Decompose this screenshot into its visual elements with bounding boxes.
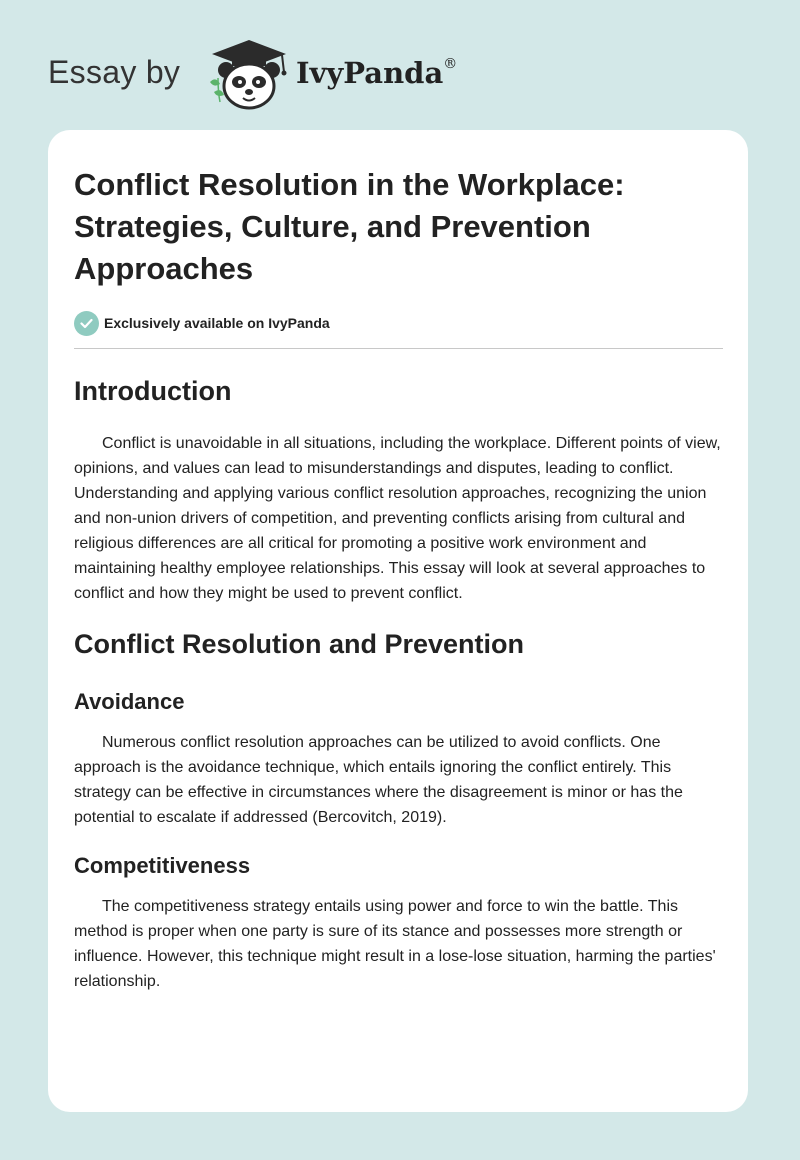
essay-by-label: Essay by — [48, 54, 181, 90]
essay-card — [48, 130, 748, 1112]
exclusive-badge — [74, 310, 722, 336]
site-header — [48, 36, 548, 108]
panda-graduate-icon — [204, 38, 294, 110]
paragraph-avoidance: Numerous conflict resolution approaches can be utilized to avoid conflicts. One approach is the avoidance technique, which entails ignoring the conflict entirely. This strategy can be effective in circumstances where the disagreement is minor or has the potential to escalate if addressed (Bercovitch, 2019). — [74, 734, 683, 826]
section-heading-resolution: Conflict Resolution and Prevention — [74, 629, 525, 659]
check-icon — [74, 311, 99, 336]
divider — [74, 348, 723, 349]
subheading-avoidance: Avoidance — [74, 689, 185, 714]
section-heading-introduction: Introduction — [74, 376, 232, 406]
paragraph-introduction: Conflict is unavoidable in all situations, including the workplace. Different points of view, opinions, and values can lead to misunderstandings and disputes, leading to conflict. Understanding and applying various conflict resolution approaches, recognizing the union and non-union drivers of competition, and preventing conflicts arising from cultural and religious differences are all critical for promoting a positive work environment and maintaining healthy employee relationships. This essay will look at several approaches to conflict and how they might be used to prevent conflict. — [74, 435, 721, 602]
exclusive-label: Exclusively available on IvyPanda — [104, 315, 330, 331]
paragraph-competitiveness: The competitiveness strategy entails using power and force to win the battle. This method is proper when one party is sure of its stance and possesses more strength or influence. However, this technique might result in a lose-lose situation, harming the parties' relationship. — [74, 898, 716, 990]
subheading-competitiveness: Competitiveness — [74, 853, 251, 878]
brand-name: IvyPanda® — [296, 56, 458, 90]
essay-title: Conflict Resolution in the Workplace: Strategies, Culture, and Prevention Approaches — [74, 167, 625, 286]
